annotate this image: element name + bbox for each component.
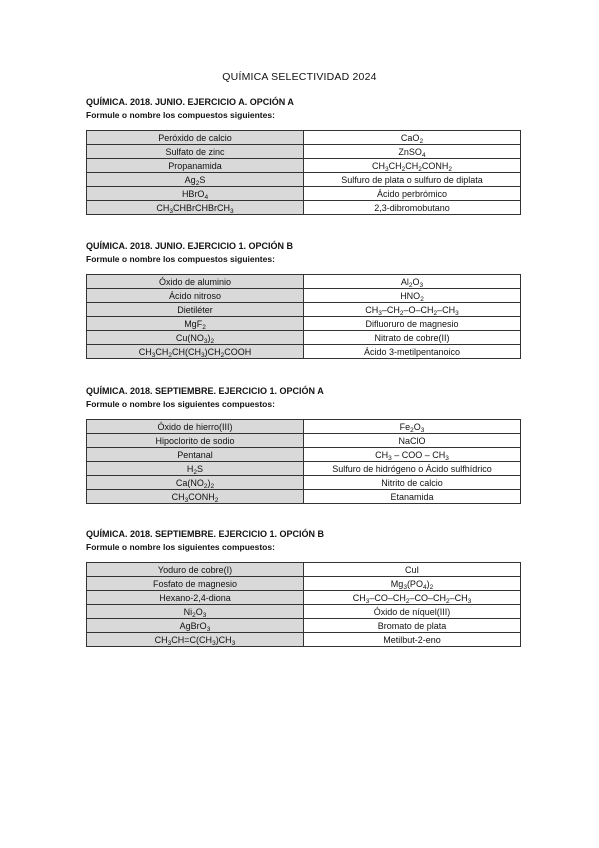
table-row [87,619,521,633]
subscript: 2 [433,309,438,317]
subscript: 3 [184,496,189,504]
subscript: 3 [467,597,472,605]
subscript: 2 [446,597,450,605]
subscript: 2 [210,482,215,490]
subscript: 2 [192,611,196,619]
compound-cell: $CH_3CONH_2$ [87,490,304,504]
table-row [87,448,521,462]
compound-cell: Dietiléter [87,303,304,317]
answer-cell: $CH_3CH_2CH_2CONH_2$ [304,159,521,173]
answer-cell: Ácido 3-metilpentanoico [304,345,521,359]
compound-cell: HBrO$_4$ [87,187,304,201]
section-instruction: Formule o nombre los siguientes compuestos: [86,542,275,552]
table-row [87,490,521,504]
compounds-table-body [87,131,521,215]
subscript: 3 [445,454,449,462]
compound-cell: Fosfato de magnesio [87,577,304,591]
table-row [87,201,521,215]
answer-cell: Nitrito de calcio [304,476,521,490]
answer-cell: $CH_3-CH_2-O-CH_2-CH_3$ [304,303,521,317]
subscript: 3 [201,351,205,359]
table-row [87,577,521,591]
compounds-table-body [87,420,521,504]
answer-cell: CuI [304,563,521,577]
answer-cell: NaClO [304,434,521,448]
table-row [87,317,521,331]
compound-cell: Sulfato de zinc [87,145,304,159]
section-instruction: Formule o nombre los siguientes compuestos: [86,399,275,409]
subscript: 2 [401,165,406,173]
compound-cell: Propanamida [87,159,304,173]
subscript: 3 [378,309,382,317]
subscript: 3 [202,611,207,619]
compound-cell: MgF$_2$ [87,317,304,331]
compound-cell: $Ca(NO_2)_2$ [87,476,304,490]
compound-cell: $CH_3CHBrCHBrCH_3$ [87,201,304,215]
answer-cell: $Al_2O_3$ [304,275,521,289]
subscript: 2 [195,179,200,187]
compound-cell: Yoduro de cobre(I) [87,563,304,577]
subscript: 3 [231,639,236,647]
subscript: 3 [420,426,425,434]
subscript: 2 [419,137,424,145]
compound-cell: AgBrO$_3$ [87,619,304,633]
compounds-table [86,562,521,647]
table-row [87,187,521,201]
answer-cell: CaO$_2$ [304,131,521,145]
answer-cell: Sulfuro de hidrógeno o Ácido sulfhídrico [304,462,521,476]
subscript: 3 [203,337,208,345]
subscript: 3 [365,597,370,605]
answer-cell: Etanamida [304,490,521,504]
compound-cell: Ácido nitroso [87,289,304,303]
compound-cell: Hipoclorito de sodio [87,434,304,448]
exercise-section-2 [86,240,518,359]
compounds-table [86,419,521,504]
answer-cell: Difluoruro de magnesio [304,317,521,331]
answer-cell: ZnSO$_4$ [304,145,521,159]
table-row [87,159,521,173]
compound-cell: Óxido de aluminio [87,275,304,289]
answer-cell: $Mg_3(PO_4)_2$ [304,577,521,591]
compound-cell: $Cu(NO_3)_2$ [87,331,304,345]
compound-cell: Pentanal [87,448,304,462]
subscript: 3 [230,207,234,215]
section-instruction: Formule o nombre los compuestos siguientes: [86,254,275,264]
compound-cell: Peróxido de calcio [87,131,304,145]
exercise-section-4 [86,528,518,647]
compound-cell: Óxido de hierro(III) [87,420,304,434]
document-title: QUÍMICA SELECTIVIDAD 2024 [222,71,377,83]
compounds-table [86,130,521,215]
subscript: 3 [212,639,216,647]
table-row [87,145,521,159]
table-row [87,331,521,345]
subscript: 4 [204,193,209,201]
compound-cell: $H_2S$ [87,462,304,476]
subscript: 2 [214,496,219,504]
subscript: 2 [410,426,414,434]
section-heading: QUÍMICA. 2018. SEPTIEMBRE. EJERCICIO 1. OPCIÓN B [86,529,325,539]
subscript: 3 [206,625,211,633]
table-row [87,173,521,187]
table-row [87,345,521,359]
subscript: 2 [168,351,172,359]
compounds-table-body [87,563,521,647]
subscript: 3 [403,583,407,591]
answer-cell: Sulfuro de plata o sulfuro de diplata [304,173,521,187]
subscript: 2 [429,583,434,591]
subscript: 2 [220,351,225,359]
subscript: 3 [151,351,156,359]
subscript: 3 [455,309,459,317]
answer-cell: $CH_3-CO-CH_2-CO-CH_2-CH_3$ [304,591,521,605]
compounds-table [86,274,521,359]
table-row [87,289,521,303]
section-instruction: Formule o nombre los compuestos siguientes: [86,110,275,120]
answer-cell: $HNO_2$ [304,289,521,303]
subscript: 2 [448,165,452,173]
exercise-section-3 [86,385,518,504]
subscript: 2 [202,323,206,331]
subscript: 4 [421,151,426,159]
subscript: 2 [408,281,413,289]
table-row [87,591,521,605]
subscript: 2 [420,295,424,303]
compounds-table-body [87,275,521,359]
table-row [87,633,521,647]
answer-cell: Nitrato de cobre(II) [304,331,521,345]
table-row [87,476,521,490]
section-heading: QUÍMICA. 2018. JUNIO. EJERCICIO 1. OPCIÓN B [86,241,294,251]
answer-cell: Óxido de níquel(III) [304,605,521,619]
table-row [87,275,521,289]
subscript: 3 [169,207,173,215]
exercise-section-1 [86,96,518,215]
section-heading: QUÍMICA. 2018. JUNIO. EJERCICIO A. OPCIÓN A [86,97,294,107]
table-row [87,563,521,577]
compound-cell: Hexano-2,4-diona [87,591,304,605]
compound-cell: $Ni_2O_3$ [87,605,304,619]
table-row [87,420,521,434]
subscript: 3 [385,165,389,173]
subscript: 3 [167,639,172,647]
subscript: 3 [388,454,392,462]
answer-cell: Metilbut-2-eno [304,633,521,647]
answer-cell: $CH_3$ – COO – $CH_3$ [304,448,521,462]
subscript: 3 [419,281,424,289]
table-row [87,462,521,476]
answer-cell: 2,3-dibromobutano [304,201,521,215]
subscript: 4 [422,583,427,591]
answer-cell: Bromato de plata [304,619,521,633]
compound-cell: $CH_3CH_2CH(CH_3)CH_2COOH$ [87,345,304,359]
answer-cell: Ácido perbrómico [304,187,521,201]
compound-cell: $Ag_2S$ [87,173,304,187]
table-row [87,131,521,145]
subscript: 2 [210,337,215,345]
table-row [87,434,521,448]
table-row [87,605,521,619]
subscript: 2 [203,482,208,490]
subscript: 2 [405,597,410,605]
compound-cell: $CH_3CH=C(CH_3)CH_3$ [87,633,304,647]
subscript: 2 [193,468,198,476]
answer-cell: $Fe_2O_3$ [304,420,521,434]
table-row [87,303,521,317]
subscript: 2 [418,165,422,173]
section-heading: QUÍMICA. 2018. SEPTIEMBRE. EJERCICIO 1. OPCIÓN A [86,386,324,396]
subscript: 2 [399,309,404,317]
